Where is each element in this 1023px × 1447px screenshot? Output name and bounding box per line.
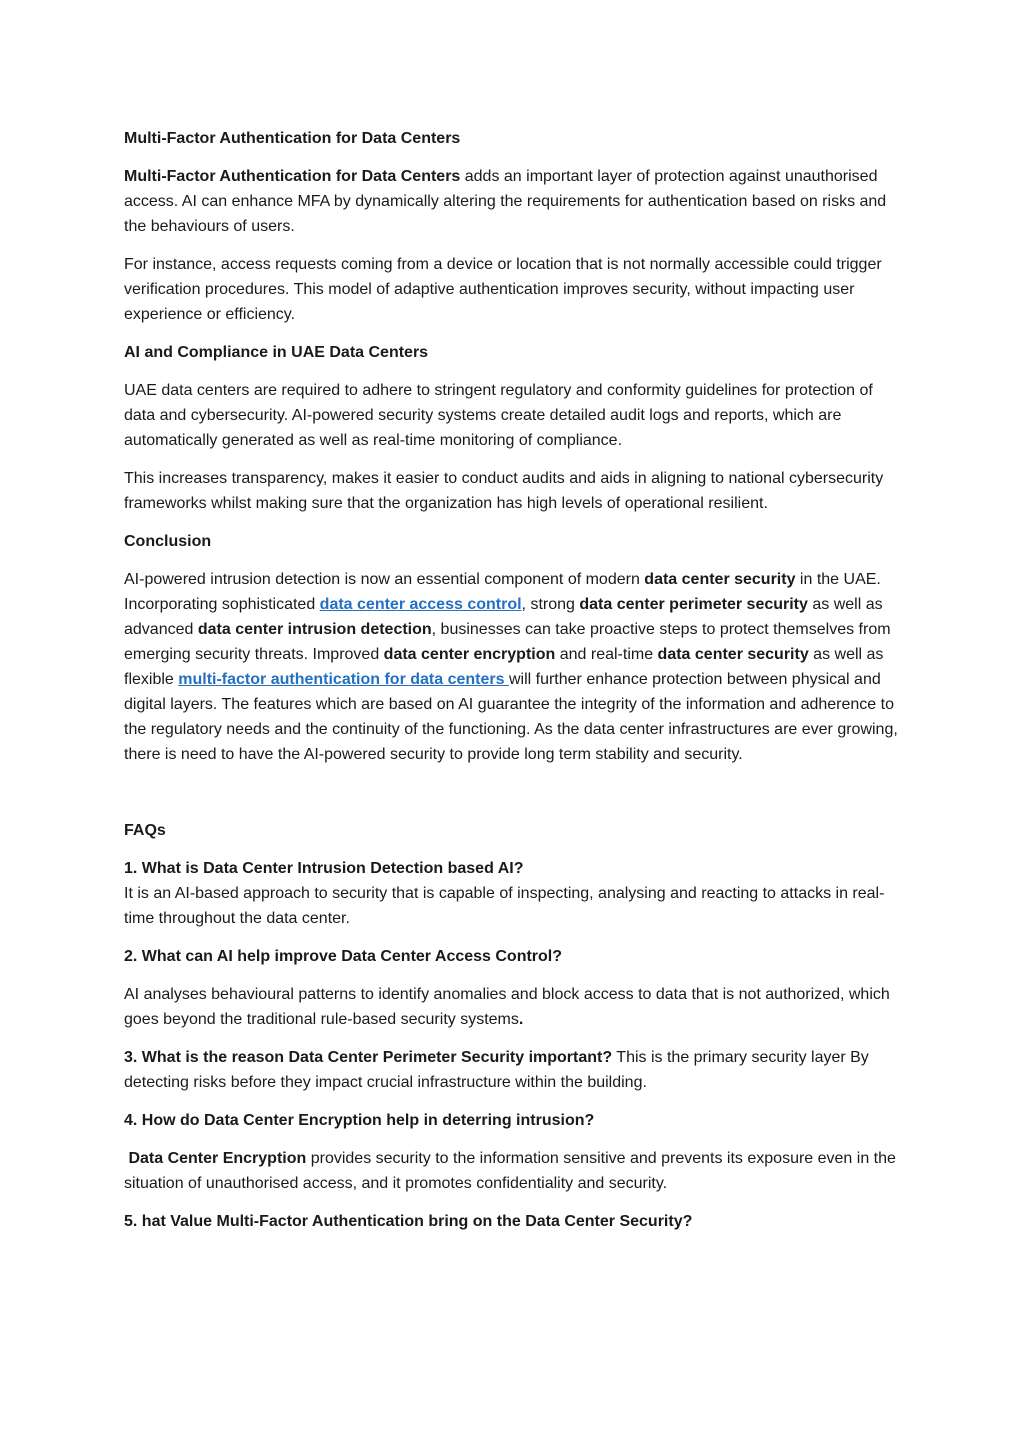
heading-conclusion (124, 529, 906, 554)
paragraph-conclusion (124, 567, 906, 767)
faq2-question-text: 2. What can AI help improve Data Center Access Control? (124, 948, 563, 965)
faq3-answer: This is the primary security layer By detecting risks before they impact crucial infrastructure within the building. (124, 1049, 874, 1091)
paragraph-mfa (124, 164, 906, 239)
faq5-question-text: 5. hat Value Multi-Factor Authentication bring on the Data Center Security? (124, 1213, 693, 1230)
faq4-question-text: 4. How do Data Center Encryption help in deterring intrusion? (124, 1112, 595, 1129)
conclusion-bold-perimeter: data center perimeter security (579, 596, 808, 613)
conclusion-run-2: in the UAE. Incorporating sophisticated (124, 571, 886, 613)
faq2-answer (124, 982, 906, 1032)
faq2-answer-period: . (518, 1011, 524, 1028)
paragraph-transparency (124, 466, 906, 516)
conclusion-bold-intrusion: data center intrusion detection (197, 621, 432, 638)
faq4-question (124, 1108, 906, 1133)
paragraph-instance-text: For instance, access requests coming from a device or location that is not normally accessible could trigger verification procedures. This model of adaptive authentication improves security, without impacting user experience or efficiency. (124, 256, 887, 323)
paragraph-mfa-rest: adds an important layer of protection against unauthorised access. AI can enhance MFA by dynamically altering the requirements for authentication based on risks and the behaviours of users. (124, 168, 891, 235)
faq2-question (124, 944, 906, 969)
conclusion-run-3: , strong (521, 596, 580, 613)
conclusion-run-7: as well as flexible (124, 646, 888, 688)
heading-compliance-text: AI and Compliance in UAE Data Centers (124, 344, 429, 361)
paragraph-instance (124, 252, 906, 327)
faq4-answer (124, 1146, 906, 1196)
faq5-question (124, 1209, 906, 1234)
faq4-answer-rest: provides security to the information sensitive and prevents its exposure even in the situation of unauthorised access, and it promotes confidentiality and security. (124, 1150, 901, 1192)
link-multi-factor-authentication[interactable]: multi-factor authentication for data centers (178, 671, 509, 688)
paragraph-uae-text: UAE data centers are required to adhere to stringent regulatory and conformity guidelines for protection of data and cybersecurity. AI-powered security systems create detailed audit logs and reports, which are automatically generated as well as real-time monitoring of compliance. (124, 382, 878, 449)
heading-faqs-text: FAQs (124, 822, 166, 839)
heading-conclusion-text: Conclusion (124, 533, 212, 550)
faq2-answer-text: AI analyses behavioural patterns to identify anomalies and block access to data that is not authorized, which goes beyond the traditional rule-based security systems (124, 986, 895, 1028)
conclusion-bold-encryption: data center encryption (383, 646, 556, 663)
heading-faqs (124, 818, 906, 843)
faq1-question: 1. What is Data Center Intrusion Detection based AI? (124, 860, 524, 877)
faq-item-3 (124, 1045, 906, 1095)
heading-mfa (124, 126, 906, 151)
faq3-question: 3. What is the reason Data Center Perimeter Security important? (124, 1049, 613, 1066)
paragraph-mfa-bold-lead: Multi-Factor Authentication for Data Centers (124, 168, 461, 185)
faq-item-1 (124, 856, 906, 931)
heading-compliance (124, 340, 906, 365)
conclusion-bold-security-2: data center security (657, 646, 809, 663)
faq1-answer: It is an AI-based approach to security that is capable of inspecting, analysing and reacting to attacks in real-time throughout the data center. (124, 885, 885, 927)
blank-line (124, 780, 906, 818)
conclusion-run-4: as well as advanced (124, 596, 888, 638)
link-data-center-access-control[interactable]: data center access control (319, 596, 522, 613)
document-content (124, 126, 906, 1247)
conclusion-run-6: and real-time (555, 646, 658, 663)
conclusion-run-5: , businesses can take proactive steps to protect themselves from emerging security threats. Improved (124, 621, 895, 663)
conclusion-bold-security: data center security (644, 571, 796, 588)
paragraph-transparency-text: This increases transparency, makes it easier to conduct audits and aids in aligning to national cybersecurity frameworks whilst making sure that the organization has high levels of operational resilient. (124, 470, 888, 512)
conclusion-run-8: will further enhance protection between physical and digital layers. The features which are based on AI guarantee the integrity of the information and adherence to the regulatory needs and the continuity of the functioning. As the data center infrastructures are ever growing, there is need to have the AI-powered security to provide long term stability and security. (124, 671, 903, 763)
faq4-answer-bold: Data Center Encryption (128, 1150, 307, 1167)
conclusion-run-1: AI-powered intrusion detection is now an essential component of modern (124, 571, 645, 588)
paragraph-uae (124, 378, 906, 453)
heading-mfa-text: Multi-Factor Authentication for Data Centers (124, 130, 461, 147)
